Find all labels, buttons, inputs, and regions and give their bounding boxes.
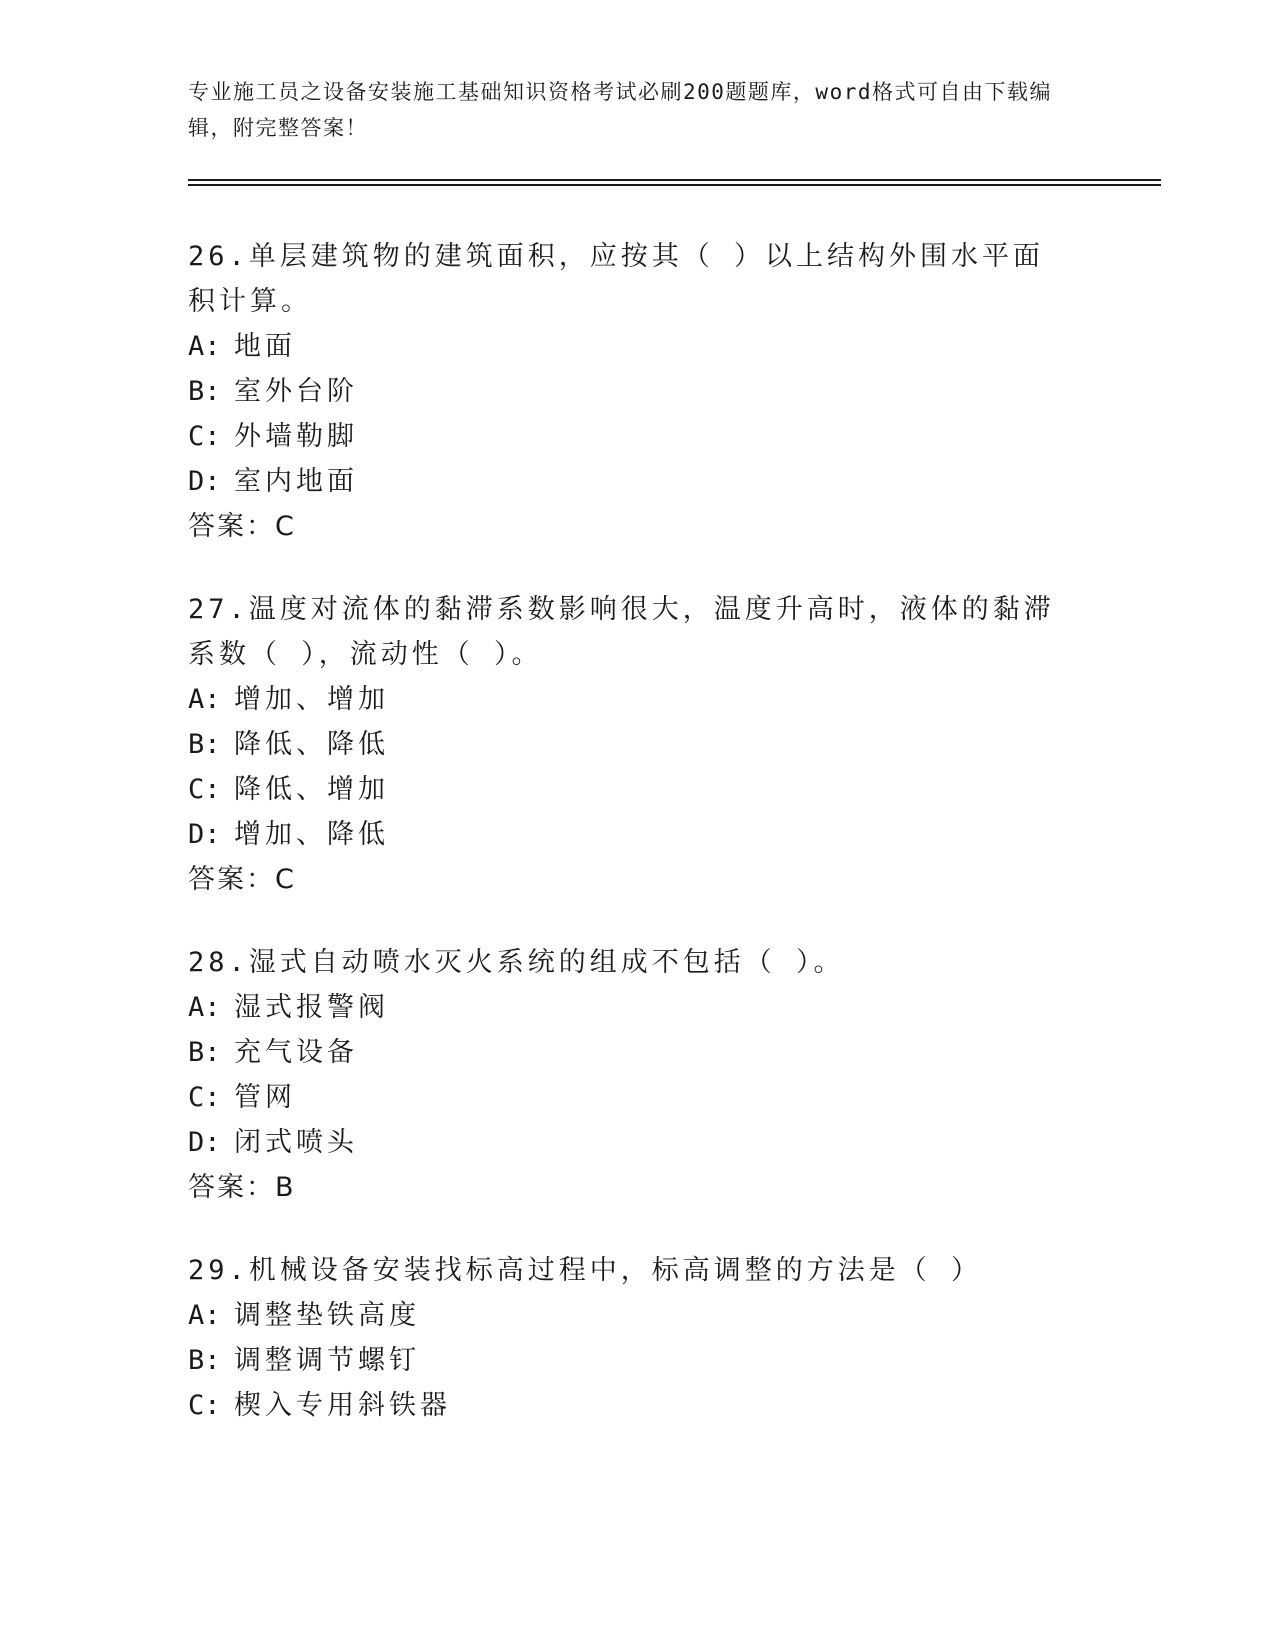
question-27 — [188, 587, 1068, 902]
option-b — [188, 1030, 1068, 1075]
question-stem: 29.机械设备安装找标高过程中，标高调整的方法是（ ） — [188, 1255, 983, 1286]
question-26 — [188, 234, 1068, 549]
option-key: C: — [188, 1082, 221, 1113]
option-b — [188, 369, 1068, 414]
answer-line: 答案：B — [188, 1172, 296, 1203]
option-text: 增加、增加 — [234, 684, 389, 715]
option-a — [188, 677, 1068, 722]
option-c — [188, 414, 1068, 459]
option-key: B: — [188, 1345, 221, 1376]
document-header: 专业施工员之设备安装施工基础知识资格考试必刷200题题库，word格式可自由下载编辑，附完整答案！ — [188, 80, 1052, 140]
option-text: 降低、增加 — [234, 774, 389, 805]
option-c — [188, 1383, 1068, 1428]
option-c — [188, 1075, 1068, 1120]
option-key: C: — [188, 774, 221, 805]
header-divider-top — [188, 179, 1161, 181]
option-key: A: — [188, 331, 221, 362]
option-key: D: — [188, 1127, 221, 1158]
option-d — [188, 812, 1068, 857]
option-text: 管网 — [234, 1082, 296, 1113]
option-key: B: — [188, 729, 221, 760]
option-key: A: — [188, 1300, 221, 1331]
option-b — [188, 1338, 1068, 1383]
option-text: 降低、降低 — [234, 729, 389, 760]
answer-line: 答案：C — [188, 511, 296, 542]
option-text: 调整垫铁高度 — [234, 1300, 420, 1331]
option-d — [188, 1120, 1068, 1165]
question-stem: 26.单层建筑物的建筑面积，应按其（ ）以上结构外围水平面积计算。 — [188, 241, 1045, 317]
option-text: 增加、降低 — [234, 819, 389, 850]
question-29 — [188, 1248, 1068, 1428]
option-key: C: — [188, 421, 221, 452]
question-stem: 28.湿式自动喷水灭火系统的组成不包括（ ）。 — [188, 947, 845, 978]
option-text: 楔入专用斜铁器 — [234, 1390, 451, 1421]
option-b — [188, 722, 1068, 767]
option-key: B: — [188, 1037, 221, 1068]
option-a — [188, 324, 1068, 369]
option-key: A: — [188, 684, 221, 715]
option-a — [188, 985, 1068, 1030]
option-d — [188, 459, 1068, 504]
header-divider-bottom — [188, 184, 1161, 186]
option-key: A: — [188, 992, 221, 1023]
option-text: 地面 — [234, 331, 296, 362]
question-list — [188, 234, 1068, 1466]
option-text: 湿式报警阀 — [234, 992, 389, 1023]
option-text: 室外台阶 — [234, 376, 358, 407]
question-28 — [188, 940, 1068, 1210]
option-c — [188, 767, 1068, 812]
option-text: 调整调节螺钉 — [234, 1345, 420, 1376]
option-key: D: — [188, 466, 221, 497]
option-key: D: — [188, 819, 221, 850]
option-key: B: — [188, 376, 221, 407]
option-text: 室内地面 — [234, 466, 358, 497]
option-a — [188, 1293, 1068, 1338]
answer-line: 答案：C — [188, 864, 296, 895]
question-stem: 27.温度对流体的黏滞系数影响很大，温度升高时，液体的黏滞系数（ ），流动性（ ）。 — [188, 594, 1055, 670]
option-text: 闭式喷头 — [234, 1127, 358, 1158]
option-key: C: — [188, 1390, 221, 1421]
option-text: 外墙勒脚 — [234, 421, 358, 452]
option-text: 充气设备 — [234, 1037, 358, 1068]
